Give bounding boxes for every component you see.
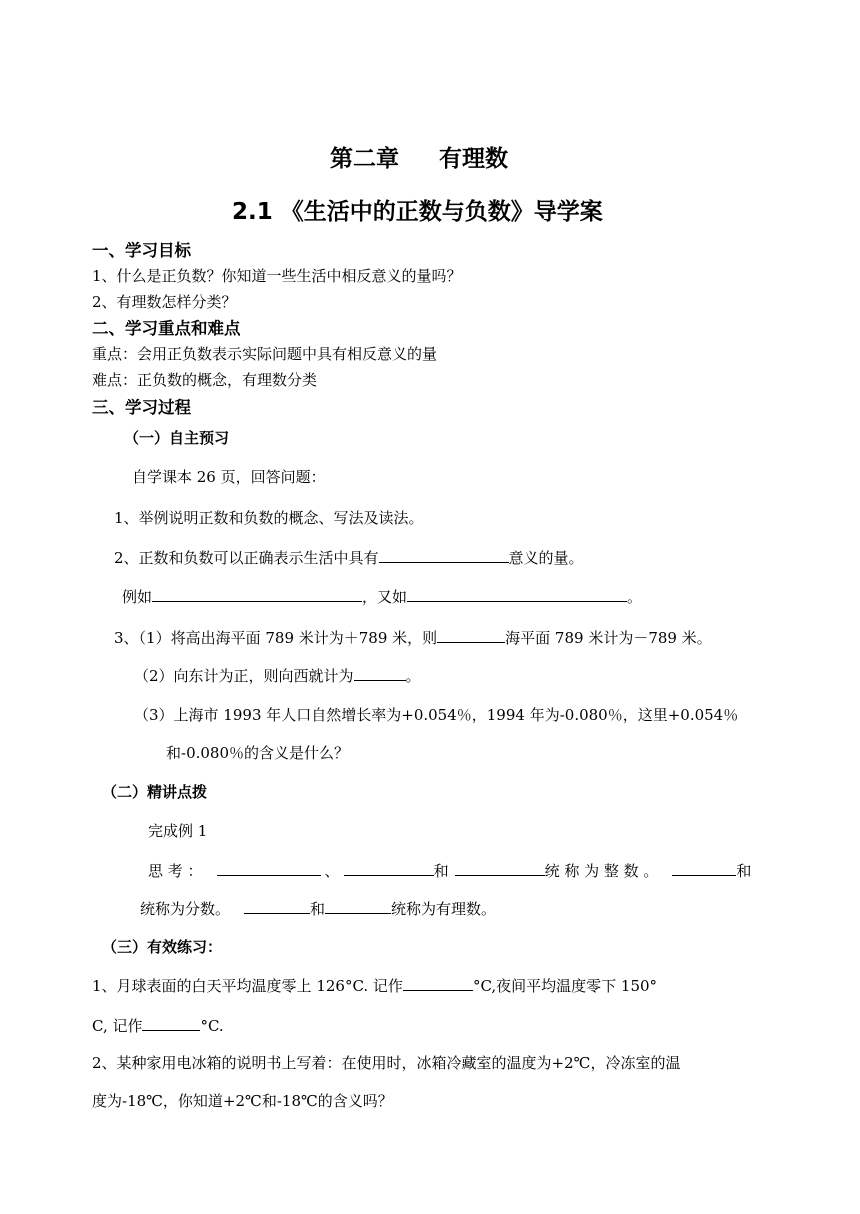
q3-2-text-b: 。 (405, 667, 421, 685)
preview-question-3-3-cont: 和-0.080％的含义是什么？ (166, 744, 350, 762)
preview-question-3-3: （3）上海市 1993 年人口自然增长率为+0.054％，1994 年为-0.080％，这里+0.054％ (134, 706, 739, 724)
section3-heading: 三、学习过程 (92, 398, 191, 417)
q3-2-blank[interactable] (354, 665, 406, 681)
preview-question-3-1 (114, 627, 712, 648)
q2-text-a: 2、正数和负数可以正确表示生活中具有 (114, 549, 379, 567)
practice-1-blank-1[interactable] (403, 975, 473, 991)
key-point: 重点：会用正负数表示实际问题中具有相反意义的量 (92, 345, 438, 363)
example-line (122, 586, 642, 607)
think-line-1 (148, 860, 751, 881)
chapter-title (330, 144, 508, 174)
preview-question-3-2 (134, 665, 421, 686)
think-sep-1: 、 (324, 862, 340, 880)
preview-heading: （一）自主预习 (124, 429, 230, 447)
q3-1-blank[interactable] (437, 627, 505, 643)
preview-question-2 (114, 547, 584, 568)
think-line2-text-a: 统称为分数。 (140, 900, 231, 918)
example-text-c: 。 (627, 588, 643, 606)
think-blank-1[interactable] (217, 860, 321, 876)
practice-1-line-2 (92, 1015, 224, 1036)
chapter-number: 第二章 (330, 146, 399, 172)
chapter-name: 有理数 (439, 146, 508, 172)
section1-item-2: 2、有理数怎样分类？ (92, 293, 237, 311)
think-blank-3[interactable] (455, 860, 545, 876)
preview-question-1: 1、举例说明正数和负数的概念、写法及读法。 (114, 509, 424, 527)
lecture-heading: （二）精讲点拨 (102, 783, 208, 801)
example-text-a: 例如 (122, 588, 153, 606)
example-blank-2[interactable] (407, 586, 627, 602)
think-blank-5[interactable] (244, 898, 310, 914)
example-blank-1[interactable] (152, 586, 362, 602)
practice-2-line-2: 度为-18℃，你知道+2℃和-18℃的含义吗？ (92, 1092, 393, 1110)
q3-1-text-a: 3、（1）将高出海平面 789 米计为＋789 米，则 (114, 629, 438, 647)
practice-1-blank-2[interactable] (142, 1015, 200, 1031)
think-blank-2[interactable] (344, 860, 434, 876)
practice-1-text-a: 1、月球表面的白天平均温度零上 126°C. 记作 (92, 977, 403, 995)
preview-intro: 自学课本 26 页，回答问题： (132, 468, 326, 486)
lesson-title: 2.1 《生活中的正数与负数》导学案 (232, 199, 603, 225)
think-blank-6[interactable] (325, 898, 391, 914)
practice-1-text-d: °C. (200, 1017, 224, 1035)
practice-2-line-1: 2、某种家用电冰箱的说明书上写着：在使用时，冰箱冷藏室的温度为+2℃，冷冻室的温 (92, 1054, 681, 1072)
q2-blank[interactable] (379, 547, 509, 563)
think-blank-4[interactable] (672, 860, 736, 876)
think-and: 和 (736, 862, 752, 880)
q3-1-text-b: 海平面 789 米计为－789 米。 (505, 629, 712, 647)
q3-2-text-a: （2）向东计为正，则向西就计为 (134, 667, 354, 685)
think-line-2 (140, 898, 496, 919)
practice-1-line-1 (92, 975, 657, 996)
lecture-example: 完成例 1 (148, 822, 208, 840)
think-sep-2: 和 (433, 862, 449, 880)
q2-text-b: 意义的量。 (508, 549, 584, 567)
section2-heading: 二、学习重点和难点 (92, 319, 241, 338)
think-label: 思 考 ： (148, 862, 203, 880)
practice-1-text-c: C, 记作 (92, 1017, 143, 1035)
section1-item-1: 1、什么是正负数？你知道一些生活中相反意义的量吗？ (92, 267, 462, 285)
practice-heading: （三）有效练习： (102, 938, 223, 956)
think-line2-text-b: 和 (310, 900, 326, 918)
think-end-1: 统 称 为 整 数 。 (544, 862, 659, 880)
example-text-b: ，又如 (362, 588, 408, 606)
think-line2-text-c: 统称为有理数。 (391, 900, 497, 918)
difficulty: 难点：正负数的概念，有理数分类 (92, 371, 318, 389)
practice-1-text-b: °C,夜间平均温度零下 150° (472, 977, 658, 995)
section1-heading: 一、学习目标 (92, 241, 191, 260)
